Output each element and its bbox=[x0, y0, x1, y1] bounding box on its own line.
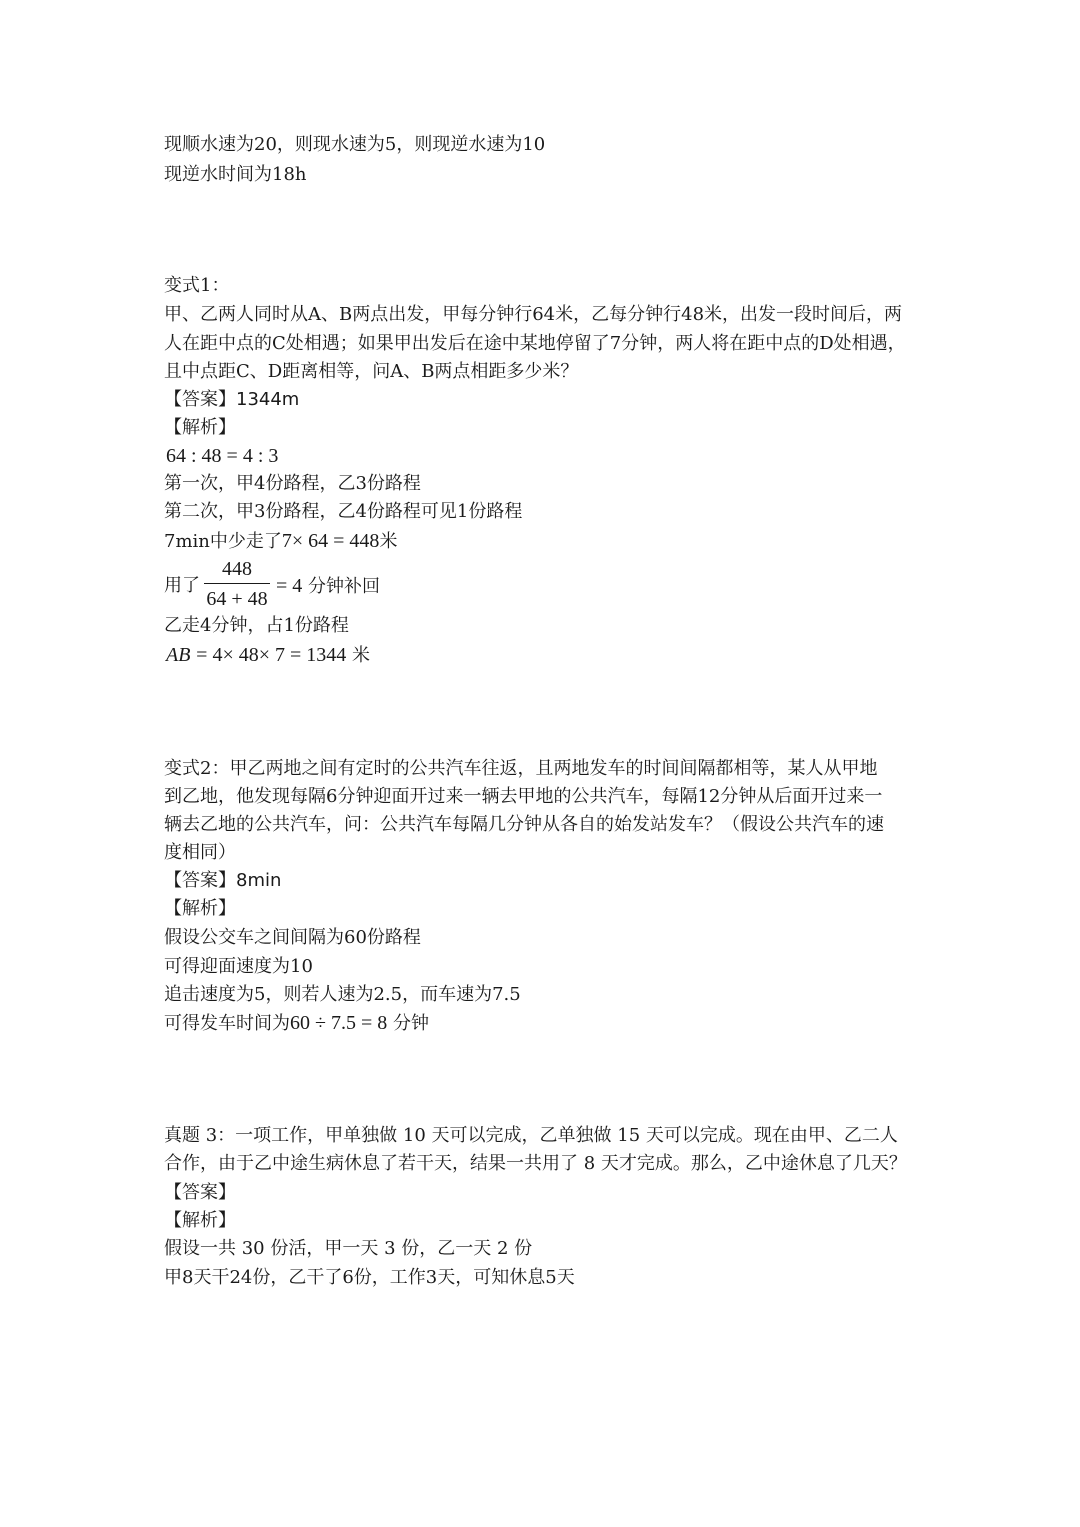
variant1-problem-line-1: 甲、乙两人同时从A、B两点出发，甲每分钟行64米，乙每分钟行48米，出发一段时间后，两 bbox=[164, 304, 903, 325]
variant2-analysis-label: 【解析】 bbox=[164, 898, 236, 919]
variant2-problem-line-1: 变式2：甲乙两地之间有定时的公共汽车往返，且两地发车的时间间隔都相等，某人从甲地 bbox=[164, 758, 878, 779]
question3-problem-line-2: 合作，由于乙中途生病休息了若干天，结果一共用了 8 天才完成。那么，乙中途休息了几天？ bbox=[164, 1153, 907, 1174]
variant1-step-3 bbox=[164, 528, 397, 555]
question3-answer-label: 【答案】 bbox=[164, 1182, 236, 1203]
variant1-heading: 变式1： bbox=[164, 275, 230, 296]
variant1-analysis-label: 【解析】 bbox=[164, 417, 236, 438]
variant2-problem-line-4: 度相同） bbox=[164, 842, 236, 863]
answer-label: 【答案】 bbox=[164, 870, 236, 891]
variant2-step-2: 可得迎面速度为10 bbox=[164, 956, 313, 977]
step-unit: 分钟补回 bbox=[308, 576, 381, 597]
variant2-step-4 bbox=[164, 1010, 429, 1037]
variant2-problem-line-3: 辆去乙地的公共汽车，问：公共汽车每隔几分钟从各自的始发站发车？（假设公共汽车的速 bbox=[164, 814, 884, 835]
step-variable: AB bbox=[166, 644, 191, 666]
question3-step-2: 甲8天干24份，乙干了6份，工作3天，可知休息5天 bbox=[164, 1267, 575, 1288]
variant1-step-1: 第一次，甲4份路程，乙3份路程 bbox=[164, 473, 421, 494]
question3-analysis-label: 【解析】 bbox=[164, 1210, 236, 1231]
fraction-bar bbox=[204, 583, 270, 584]
step-math: = 4 bbox=[276, 575, 303, 597]
variant1-answer bbox=[164, 387, 299, 413]
step-text: 7min中少走了 bbox=[164, 531, 282, 552]
fraction-numerator: 448 bbox=[222, 558, 252, 580]
fraction bbox=[204, 556, 270, 612]
variant2-problem-line-2: 到乙地，他发现每隔6分钟迎面开过来一辆去甲地的公共汽车，每隔12分钟从后面开过来一 bbox=[164, 786, 883, 807]
variant2-step-1: 假设公交车之间间隔为60份路程 bbox=[164, 927, 421, 948]
question3-problem-line-1: 真题 3：一项工作，甲单独做 10 天可以完成，乙单独做 15 天可以完成。现在由甲、乙二人 bbox=[164, 1125, 898, 1146]
variant2-step-3: 追击速度为5，则若人速为2.5，而车速为7.5 bbox=[164, 984, 521, 1005]
variant1-problem-line-3: 且中点距C、D距离相等，问A、B两点相距多少米？ bbox=[164, 361, 579, 382]
step-unit: 米 bbox=[379, 531, 398, 552]
step-unit: 米 bbox=[352, 645, 371, 666]
variant2-answer bbox=[164, 868, 281, 894]
variant1-ratio: 64 : 48 = 4 : 3 bbox=[166, 445, 279, 467]
step-math: 60 ÷ 7.5 = 8 bbox=[290, 1012, 388, 1034]
variant1-step-2: 第二次，甲3份路程，乙4份路程可见1份路程 bbox=[164, 501, 523, 522]
variant1-step-6 bbox=[166, 642, 370, 669]
step-tail bbox=[276, 573, 380, 600]
document-page bbox=[164, 0, 924, 1527]
intro-line-1: 现顺水速为20，则现水速为5，则现逆水速为10 bbox=[164, 134, 546, 155]
step-unit: 分钟 bbox=[393, 1013, 429, 1034]
step-text: 用了 bbox=[164, 575, 200, 596]
intro-line-2: 现逆水时间为18h bbox=[164, 164, 307, 185]
answer-value: 1344m bbox=[236, 389, 300, 410]
question3-step-1: 假设一共 30 份活，甲一天 3 份，乙一天 2 份 bbox=[164, 1238, 533, 1259]
answer-label: 【答案】 bbox=[164, 389, 236, 410]
variant1-problem-line-2: 人在距中点的C处相遇；如果甲出发后在途中某地停留了7分钟，两人将在距中点的D处相遇， bbox=[164, 333, 906, 354]
step-text: 可得发车时间为 bbox=[164, 1013, 290, 1034]
fraction-denominator: 64 + 48 bbox=[206, 588, 268, 610]
variant1-step-5: 乙走4分钟，占1份路程 bbox=[164, 615, 349, 636]
answer-value: 8min bbox=[236, 870, 282, 891]
step-math: 7× 64 = 448 bbox=[281, 530, 380, 552]
step-math: = 4× 48× 7 = 1344 bbox=[196, 644, 347, 666]
